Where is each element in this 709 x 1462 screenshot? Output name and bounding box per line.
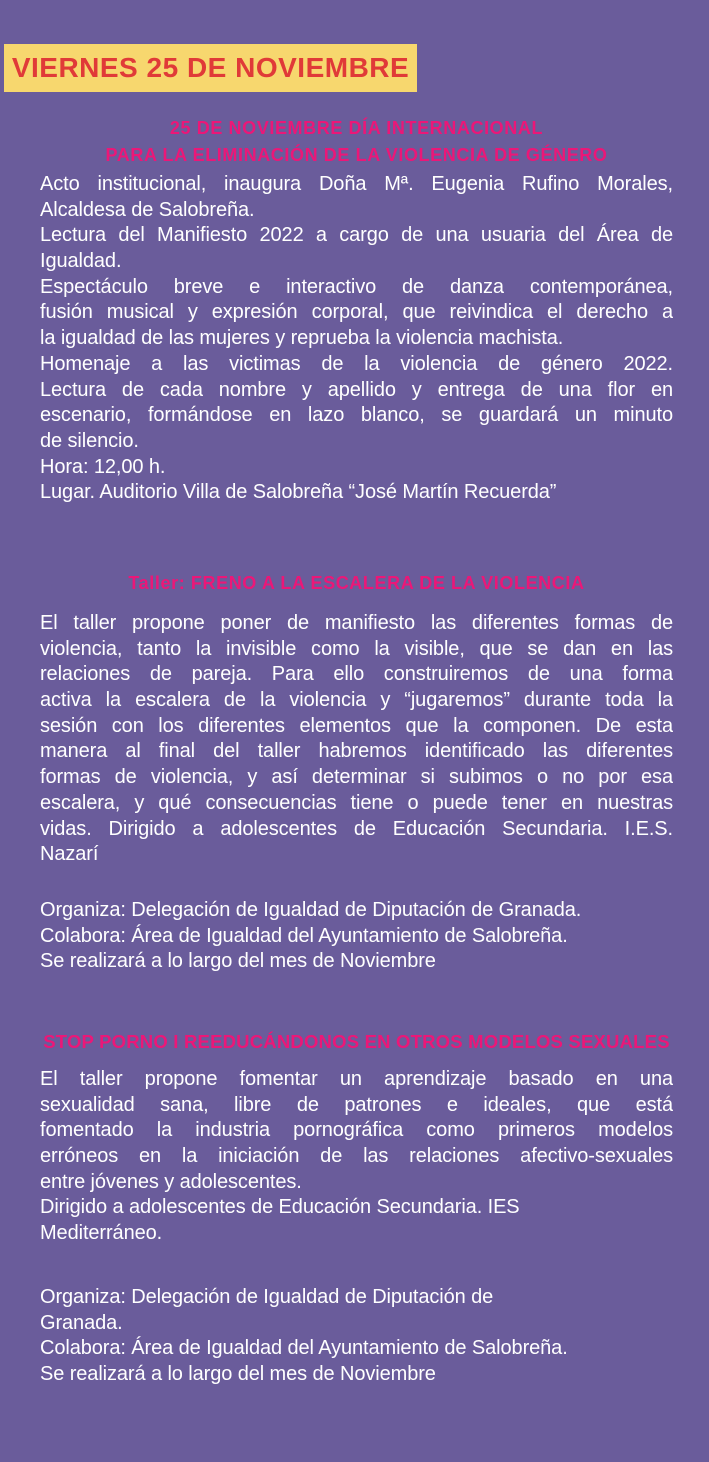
body-line: manera al final del taller habremos identificado las diferentes <box>40 740 673 763</box>
body-line: erróneos en la iniciación de las relaciones afectivo-sexuales <box>40 1145 673 1168</box>
flyer-page <box>0 44 709 1462</box>
paragraph <box>40 223 673 274</box>
body-line: Homenaje a las victimas de la violencia de género 2022. <box>40 352 673 375</box>
paragraph <box>40 275 673 352</box>
heading-line: Taller: FRENO A LA ESCALERA DE LA VIOLENCIA <box>128 573 585 594</box>
section-heading <box>40 1028 673 1055</box>
body-line: Se realizará a lo largo del mes de Noviembre <box>40 950 436 973</box>
body-line: violencia, tanto la invisible como la visible, que se dan en las <box>40 637 673 660</box>
paragraph <box>40 611 673 868</box>
body-line: vidas. Dirigido a adolescentes de Educación Secundaria. I.E.S. <box>40 817 673 840</box>
body-line: Colabora: Área de Igualdad del Ayuntamiento de Salobreña. <box>40 1337 568 1360</box>
section-taller <box>40 570 673 975</box>
section-dia <box>40 115 673 506</box>
body-line: El taller propone poner de manifiesto las diferentes formas de <box>40 612 673 635</box>
date-banner-label: VIERNES 25 DE NOVIEMBRE <box>11 52 410 83</box>
body-line: fusión musical y expresión corporal, que reivindica el derecho a <box>40 301 673 324</box>
body-line: Lectura del Manifiesto 2022 a cargo de una usuaria del Área de <box>40 224 673 247</box>
body-line: Granada. <box>40 1311 123 1334</box>
body-line: Espectáculo breve e interactivo de danza contemporánea, <box>40 275 673 298</box>
body-line: Mediterráneo. <box>40 1222 163 1245</box>
body-line: sesión con los diferentes elementos que la componen. De esta <box>40 714 673 737</box>
body-line: Igualdad. <box>40 250 122 273</box>
paragraph <box>40 1195 673 1246</box>
paragraph <box>40 455 673 481</box>
paragraph <box>40 1067 673 1195</box>
sections <box>0 115 709 1388</box>
body-line: fomentado la industria pornográfica como primeros modelos <box>40 1119 673 1142</box>
paragraph <box>40 172 673 223</box>
paragraph <box>40 898 673 975</box>
body-line: relaciones de pareja. Para ello construiremos de una forma <box>40 663 673 686</box>
body-line: formas de violencia, y así determinar si subimos o no por esa <box>40 766 673 789</box>
body-line: escalera, y qué consecuencias tiene o puede tener en nuestras <box>40 791 673 814</box>
paragraph <box>40 352 673 455</box>
body-line: Se realizará a lo largo del mes de Noviembre <box>40 1363 436 1385</box>
body-line: sexualidad sana, libre de patrones e ideales, que está <box>40 1093 673 1116</box>
body-line: Organiza: Delegación de Igualdad de Diputación de <box>40 1285 494 1308</box>
body-line: escenario, formándose en lazo blanco, se guardará un minuto <box>40 404 673 427</box>
body-line: de silencio. <box>40 429 139 452</box>
heading-line: STOP PORNO I REEDUCÁNDONOS EN OTROS MODELOS SEXUALES <box>43 1031 670 1053</box>
body-line: Colabora: Área de Igualdad del Ayuntamiento de Salobreña. <box>40 924 568 947</box>
body-line: activa la escalera de la violencia y “jugaremos” durante toda la <box>40 689 673 712</box>
body-line: Alcaldesa de Salobreña. <box>40 198 255 221</box>
heading-line: 25 DE NOVIEMBRE DÍA INTERNACIONAL <box>169 118 544 138</box>
body-line: Organiza: Delegación de Igualdad de Diputación de Granada. <box>40 898 582 921</box>
body-line: Lugar. Auditorio Villa de Salobreña “José Martín Recuerda” <box>40 481 557 504</box>
paragraph <box>40 1285 673 1388</box>
body-line: Hora: 12,00 h. <box>40 455 166 478</box>
heading-line: PARA LA ELIMINACIÓN DE LA VIOLENCIA DE GÉNERO <box>105 145 608 165</box>
body-line: Dirigido a adolescentes de Educación Secundaria. IES <box>40 1196 520 1219</box>
section-heading <box>40 115 673 169</box>
body-line: entre jóvenes y adolescentes. <box>40 1170 302 1193</box>
body-line: Lectura de cada nombre y apellido y entrega de una flor en <box>40 378 673 401</box>
body-line: la igualdad de las mujeres y reprueba la violencia machista. <box>40 327 564 350</box>
paragraph <box>40 480 673 506</box>
body-line: Acto institucional, inaugura Doña Mª. Eugenia Rufino Morales, <box>40 173 673 195</box>
section-heading <box>40 570 673 597</box>
body-line: El taller propone fomentar un aprendizaje basado en una <box>40 1068 673 1091</box>
body-line: Nazarí <box>40 843 99 866</box>
date-banner <box>4 44 417 92</box>
section-stop <box>40 1028 673 1388</box>
